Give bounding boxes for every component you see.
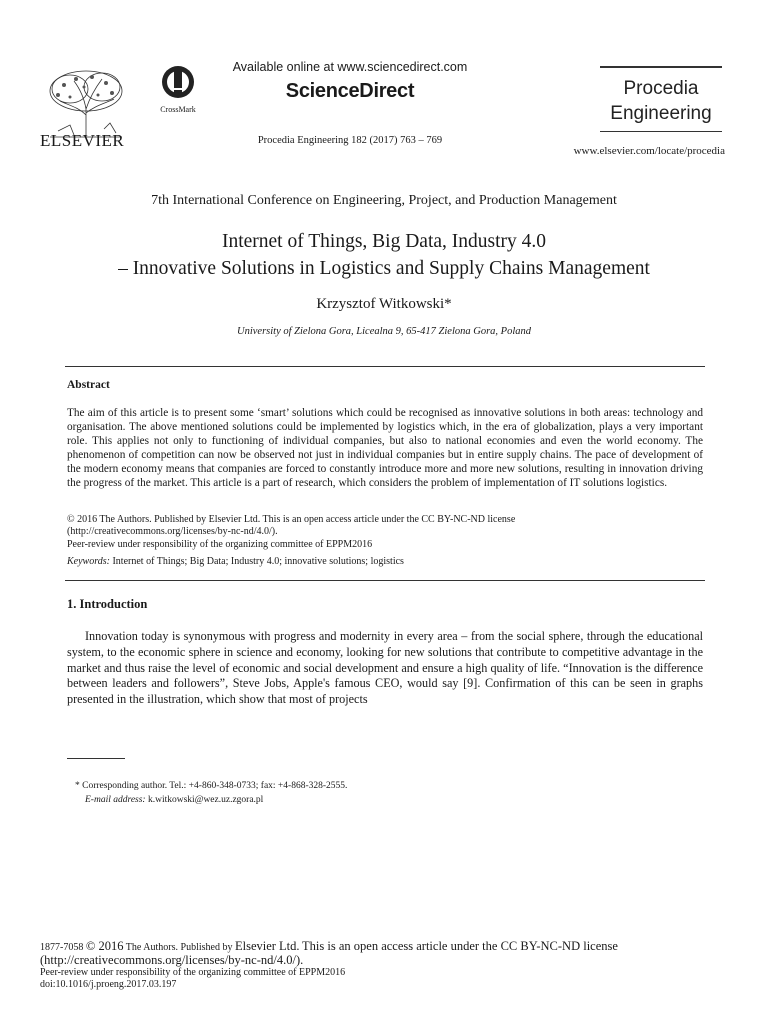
crossmark-badge[interactable] bbox=[156, 64, 200, 124]
doi[interactable]: doi:10.1016/j.proeng.2017.03.197 bbox=[40, 978, 177, 990]
peer-review-note: Peer-review under responsibility of the organizing committee of EPPM2016 bbox=[67, 538, 373, 550]
the-authors: The Authors. Published by bbox=[125, 942, 233, 953]
crossmark-label: CrossMark bbox=[160, 105, 196, 114]
sciencedirect-logo: ScienceDirect bbox=[285, 80, 415, 102]
abstract-top-rule bbox=[65, 366, 705, 367]
abstract-text: The aim of this article is to present some ‘smart’ solutions which could be recognised as innovative solutions in both areas: technology and organisation. The above mentioned solutions could be implemented by logistics which, in the era of globalization, plays a very important role. This applies not only to functioning of individual companies, but also to national economies and even the world economy. The phenomenon of competition can now be observed not just in individual companies but in entire supply chains. The pace of development of the modern economy means that companies are forced to constantly introduce more and more new solutions, resulting in innovation driving the progress of the market. This article is a part of research, which considers the problem of implementation of IT solutions logistics. bbox=[67, 407, 703, 489]
introduction-text: Innovation today is synonymous with progress and modernity in every area – from the social sphere, through the educational system, to the economic sphere in science and economy, looking for new solutions that contribute to competitive advantage in the market and thus raise the level of economic and social development and ensure a high quality of life. “Innovation is the difference between leaders and followers”, Steve Jobs, Apple's famous CEO, would say [9]. Confirmation of this can be seen in graphs presented in the illustration, which show that most of projects bbox=[67, 629, 703, 707]
journal-name bbox=[600, 76, 722, 126]
available-online: Available online at www.sciencedirect.com bbox=[232, 60, 468, 74]
title-line-2: – Innovative Solutions in Logistics and Supply Chains Management bbox=[118, 258, 650, 279]
license-link[interactable]: (http://creativecommons.org/licenses/by-nc-nd/4.0/). bbox=[67, 526, 278, 538]
author: Krzysztof Witkowski* bbox=[316, 296, 452, 312]
corresponding-author-footnote: * Corresponding author. Tel.: +4-860-348-0733; fax: +4-868-328-2555. bbox=[75, 781, 348, 791]
license-line-1: © 2016 The Authors. Published by Elsevier Ltd. This is an open access article under the CC BY-NC-ND license bbox=[67, 514, 516, 525]
journal-name-line1: Procedia bbox=[623, 78, 699, 99]
email-address[interactable]: k.witkowski@wez.uz.zgora.pl bbox=[147, 795, 264, 805]
bottom-license-line bbox=[40, 940, 730, 954]
paper-title bbox=[40, 228, 728, 282]
affiliation: University of Zielona Gora, Licealna 9, 65-417 Zielona Gora, Poland bbox=[237, 326, 531, 337]
conference-name: 7th International Conference on Engineering, Project, and Production Management bbox=[151, 193, 617, 208]
abstract-bottom-rule bbox=[65, 580, 705, 581]
introduction-heading: 1. Introduction bbox=[67, 597, 148, 611]
footnote-rule bbox=[67, 758, 125, 759]
elsevier-ltd: Elsevier Ltd. bbox=[234, 939, 300, 953]
bottom-peer-review: Peer-review under responsibility of the organizing committee of EPPM2016 bbox=[40, 966, 346, 978]
bottom-publication-info bbox=[40, 940, 730, 991]
license-rest: This is an open access article under the CC BY-NC-ND license bbox=[302, 939, 618, 953]
crossmark-icon bbox=[160, 64, 196, 100]
keywords-label: Keywords: bbox=[67, 556, 110, 567]
keywords-list: Internet of Things; Big Data; Industry 4.0; innovative solutions; logistics bbox=[112, 556, 404, 567]
journal-box-bottom-rule bbox=[600, 131, 722, 132]
bottom-license-link[interactable]: (http://creativecommons.org/licenses/by-nc-nd/4.0/). bbox=[40, 953, 304, 968]
email-label: E-mail address: bbox=[85, 795, 146, 805]
journal-box-top-rule bbox=[600, 66, 722, 68]
issn: 1877-7058 bbox=[40, 942, 84, 953]
license-block bbox=[67, 514, 703, 551]
title-line-1: Internet of Things, Big Data, Industry 4.0 bbox=[221, 231, 547, 252]
copyright-year: © 2016 bbox=[85, 939, 124, 953]
email-footnote bbox=[85, 795, 263, 805]
journal-reference: Procedia Engineering 182 (2017) 763 – 769 bbox=[257, 135, 443, 146]
publisher-name: ELSEVIER bbox=[40, 131, 125, 150]
keywords bbox=[67, 556, 703, 567]
journal-url[interactable]: www.elsevier.com/locate/procedia bbox=[573, 145, 725, 157]
abstract-heading: Abstract bbox=[67, 379, 110, 391]
journal-name-line2: Engineering bbox=[610, 103, 712, 124]
